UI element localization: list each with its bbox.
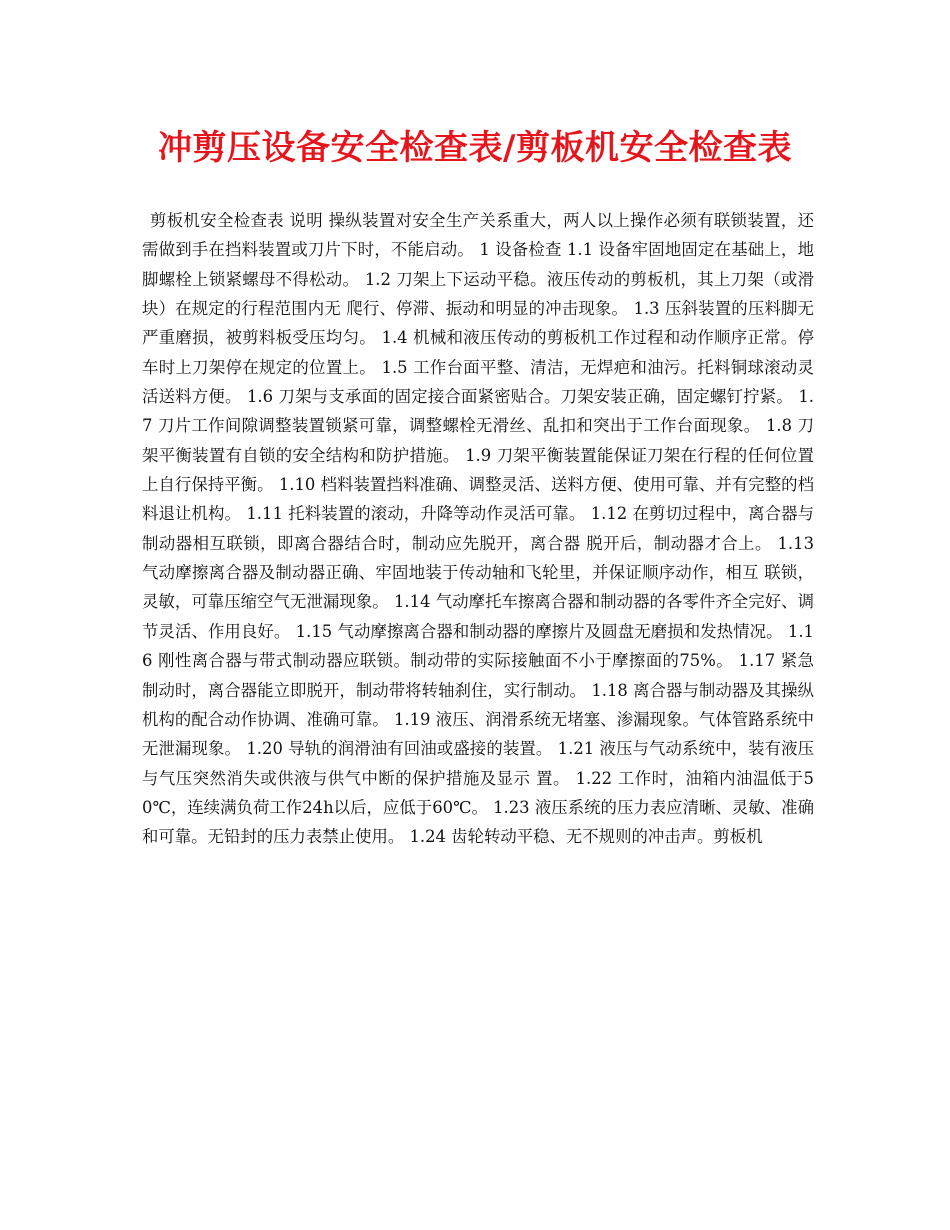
document-title: 冲剪压设备安全检查表/剪板机安全检查表 (158, 128, 792, 168)
document-body: 剪板机安全检查表 说明 操纵装置对安全生产关系重大，两人以上操作必须有联锁装置，还需做到手在挡料装置或刀片下时，不能启动。 1 设备检查 1.1 设备牢固地固定在基础上，地脚螺栓上锁紧螺母不得松动。 1.2 刀架上下运动平稳。液压传动的剪板机，其上刀架（或滑块）在规定的行程范围内无 爬行、停滞、振动和明显的冲击现象。 1.3 压斜装置的压料脚无严重磨损，被剪料板受压均匀。 1.4 机械和液压传动的剪板机工作过程和动作顺序正常。停车时上刀架停在规定的位置上。 1.5 工作台面平整、清洁，无焊疤和油污。托料铜球滚动灵活送料方便。 1.6 刀架与支承面的固定接合面紧密贴合。刀架安装正确，固定螺钉拧紧。 1.7 刀片工作间隙调整装置锁紧可靠，调整螺栓无滑丝、乱扣和突出于工作台面现象。 1.8 刀架平衡装置有自锁的安全结构和防护措施。 1.9 刀架平衡装置能保证刀架在行程的任何位置上自行保持平衡。 1.10 档料装置挡料准确、调整灵活、送料方便、使用可靠、并有完整的档料退让机构。 1.11 托料装置的滚动，升降等动作灵活可靠。 1.12 在剪切过程中，离合器与制动器相互联锁，即离合器结合时，制动应先脱开，离合器 脱开后，制动器才合上。 1.13 气动摩擦离合器及制动器正确、牢固地装于传动轴和飞轮里，并保证顺序动作，相互 联锁，灵敏，可靠压缩空气无泄漏现象。 1.14 气动摩托车擦离合器和制动器的各零件齐全完好、调节灵活、作用良好。 1.15 气动摩擦离合器和制动器的摩擦片及圆盘无磨损和发热情况。 1.16 刚性离合器与带式制动器应联锁。制动带的实际接触面不小于摩擦面的75%。 1.17 紧急制动时，离合器能立即脱开，制动带将转轴刹住，实行制动。 1.18 离合器与制动器及其操纵机构的配合动作协调、准确可靠。 1.19 液压、润滑系统无堵塞、渗漏现象。气体管路系统中无泄漏现象。 1.20 导轨的润滑油有回油或盛接的装置。 1.21 液压与气动系统中，装有液压与气压突然消失或供液与供气中断的保护措施及显示 置。 1.22 工作时，油箱内油温低于50℃，连续满负荷工作24h以后，应低于60℃。 1.23 液压系统的压力表应清晰、灵敏、准确和可靠。无铅封的压力表禁止使用。 1.24 齿轮转动平稳、无不规则的冲击声。剪板机 (142, 211, 814, 847)
